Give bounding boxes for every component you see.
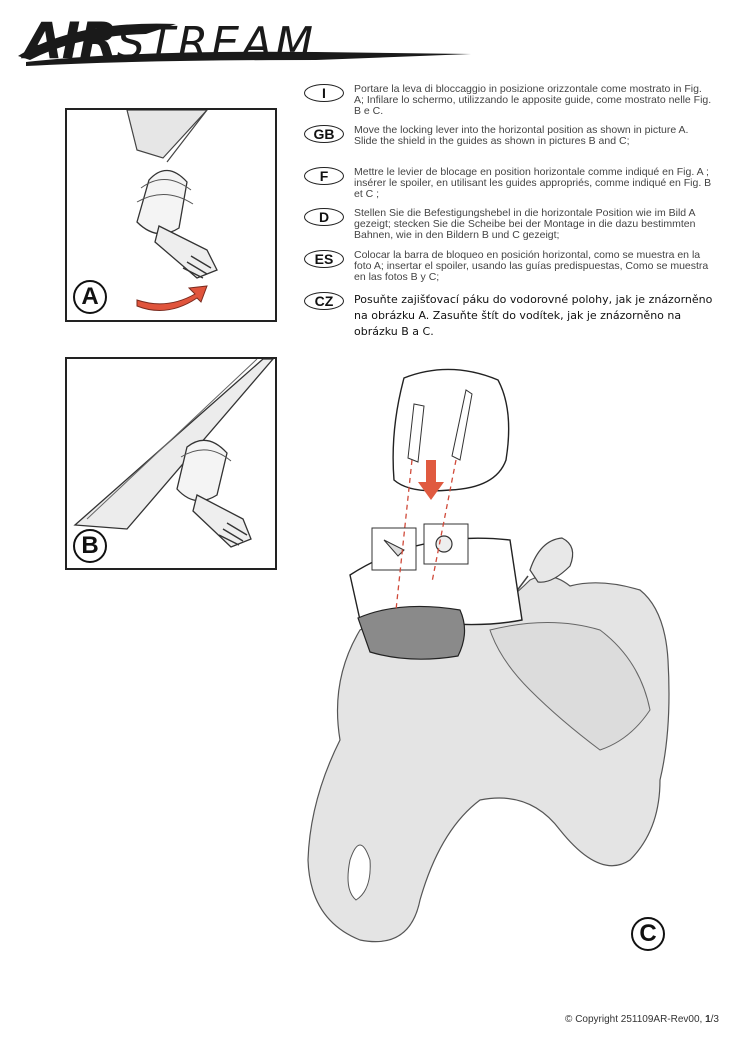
motorcycle-shield-illustration-c bbox=[300, 360, 720, 980]
instruction-text-es: Colocar la barra de bloqueo en posición horizontal, como se muestra en la foto A; insertar el spoiler, usando las guías predispuestas, Como se muestra en las fotos B y C; bbox=[354, 249, 709, 283]
lang-badge-es: ES bbox=[304, 250, 344, 268]
copyright-footer bbox=[565, 1014, 719, 1025]
logo-part-air: AIR bbox=[24, 12, 117, 70]
logo-part-stream: STREAM bbox=[116, 18, 317, 69]
figure-a-box bbox=[65, 108, 277, 322]
instruction-text-gb: Move the locking lever into the horizontal position as shown in picture A. Slide the shield in the guides as shown in pictures B and C; bbox=[354, 124, 689, 147]
lang-badge-gb: GB bbox=[304, 125, 344, 143]
figure-label-c: C bbox=[631, 917, 665, 951]
page-total: /3 bbox=[710, 1014, 719, 1025]
instruction-text-de: Stellen Sie die Befestigungshebel in die horizontale Position wie im Bild A gezeigt; stecken Sie die Scheibe bei der Montage in die dazu bestimmten Bahnen, wie in den Bildern B und C gezeigt; bbox=[354, 207, 696, 241]
copyright-text: © Copyright 251109AR-Rev00, bbox=[565, 1014, 703, 1025]
figure-label-b: B bbox=[73, 529, 107, 563]
page-number: 1 bbox=[705, 1014, 711, 1025]
instruction-text-fr: Mettre le levier de blocage en position horizontale comme indiqué en Fig. A ; insérer le spoiler, en utilisant les guides appropriés, comme indiqué en Fig. B et C ; bbox=[354, 166, 712, 200]
lang-badge-it: I bbox=[304, 84, 344, 102]
figure-label-a: A bbox=[73, 280, 107, 314]
instruction-text-it: Portare la leva di bloccaggio in posizione orizzontale come mostrato in Fig. A; Infilare lo schermo, utilizzando le apposite guide, come mostrato nelle Fig. B e C. bbox=[354, 83, 712, 117]
lang-badge-de: D bbox=[304, 208, 344, 226]
logo-wordmark bbox=[24, 12, 316, 70]
lang-badge-cz: CZ bbox=[304, 292, 344, 310]
instruction-text-cz: Posuňte zajišťovací páku do vodorovné polohy, jak je znázorněno na obrázku A. Zasuňte štít do vodítek, jak je znázorněno na obrázku B a C. bbox=[354, 293, 713, 338]
figure-b-box bbox=[65, 357, 277, 570]
airstream-logo bbox=[16, 10, 476, 70]
lang-badge-fr: F bbox=[304, 167, 344, 185]
